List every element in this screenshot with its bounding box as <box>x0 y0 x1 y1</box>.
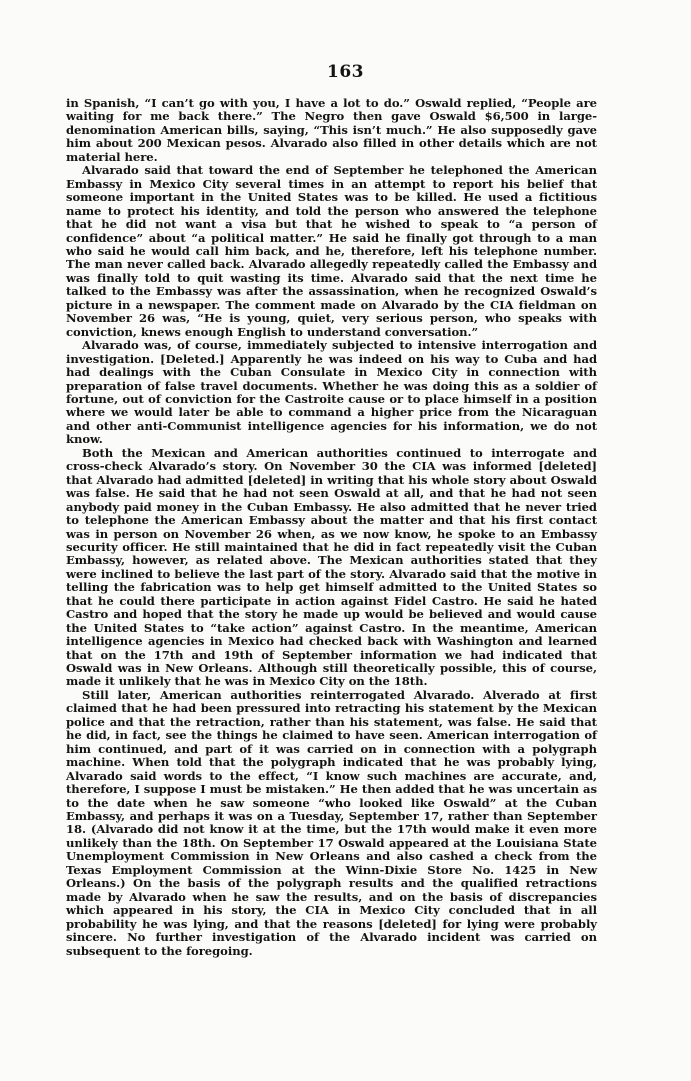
paragraph-reinterrogation: Still later, American authorities reinterrogated Alvarado. Alverado at first claimed that he had been pressured into retracting his statement by the Mexican police and that the retraction, rather than his statement, was false. He said that he did, in fact, see the things he claimed to have seen. American interrogation of him continued, and part of it was carried on in connection with a polygraph machine. When told that the polygraph indicated that he was probably lying, Alvarado said words to the effect, “I know such machines are accurate, and, therefore, I suppose I must be mistaken.” He then added that he was uncertain as to the date when he saw someone “who looked like Oswald” at the Cuban Embassy, and perhaps it was on a Tuesday, September 17, rather than September 18. (Alvarado did not know it at the time, but the 17th would make it even more unlikely than the 18th. On September 17 Oswald appeared at the Louisiana State Unemployment Commission in New Orleans and also cashed a check from the Texas Employment Commission at the Winn-Dixie Store No. 1425 in New Orleans.) On the basis of the polygraph results and the qualified retractions made by Alvarado when he saw the results, and on the basis of discrepancies which appeared in his story, the CIA in Mexico City concluded that in all probability he was lying, and that the reasons [deleted] for lying were probably sincere. No further investigation of the Alvarado incident was carried on subsequent to the foregoing. <box>66 687 597 958</box>
paragraph-continuation: in Spanish, “I can’t go with you, I have a lot to do.” Oswald replied, “People are waiting for me back there.” The Negro then gave Oswald $6,500 in large-denomination American bills, saying, “This isn’t much.” He also supposedly gave him about 200 Mexican pesos. Alvarado also filled in other details which are not material here. <box>66 96 597 164</box>
paragraph-cross-check: Both the Mexican and American authorities continued to interrogate and cross-check Alvarado’s story. On November 30 the CIA was informed [deleted] that Alvarado had admitted [deleted] in writing that his whole story about Oswald was false. He said that he had not seen Oswald at all, and that he had not seen anybody paid money in the Cuban Embassy. He also admitted that he never tried to telephone the American Embassy about the matter and that his first contact was in person on November 26 when, as we now know, he spoke to an Embassy security officer. He still maintained that he did in fact repeatedly visit the Cuban Embassy, however, as related above. The Mexican authorities stated that they were inclined to believe the last part of the story. Alvarado said that the motive in telling the fabrication was to help get himself admitted to the United States so that he could there participate in action against Fidel Castro. He said he hated Castro and hoped that the story he made up would be believed and would cause the United States to “take action” against Castro. In the meantime, American intelligence agencies in Mexico had checked back with Washington and learned that on the 17th and 19th of September information we had indicated that Oswald was in New Orleans. Although still theoretically possible, this of course, made it unlikely that he was in Mexico City on the 18th. <box>66 445 597 689</box>
paragraph-interrogation: Alvarado was, of course, immediately subjected to intensive interrogation and investigation. [Deleted.] Apparently he was indeed on his way to Cuba and had had dealings with the Cuban Consulate in Mexico City in connection with preparation of false travel documents. Whether he was doing this as a soldier of fortune, out of conviction for the Castroite cause or to place himself in a position where we would later be able to command a higher price from the Nicaraguan and other anti-Communist intelligence agencies for his information, we do not know. <box>66 338 597 447</box>
page-number: 163 <box>327 62 364 82</box>
body-text <box>66 97 597 958</box>
paragraph-embassy-calls: Alvarado said that toward the end of September he telephoned the American Embassy in Mexico City several times in an attempt to report his belief that someone important in the United States was to be killed. He used a fictitious name to protect his identity, and told the person who answered the telephone that he did not want a visa but that he wished to speak to “a person of confidence” about “a political matter.” He said he finally got through to a man who said he would call him back, and he, therefore, left his telephone number. The man never called back. Alvarado allegedly repeatedly called the Embassy and was finally told to quit wasting its time. Alvarado said that the next time he talked to the Embassy was after the assassination, when he recognized Oswald’s picture in a newspaper. The comment made on Alvarado by the CIA fieldman on November 26 was, “He is young, quiet, very serious person, who speaks with conviction, knews enough English to understand conversation.” <box>66 163 597 339</box>
